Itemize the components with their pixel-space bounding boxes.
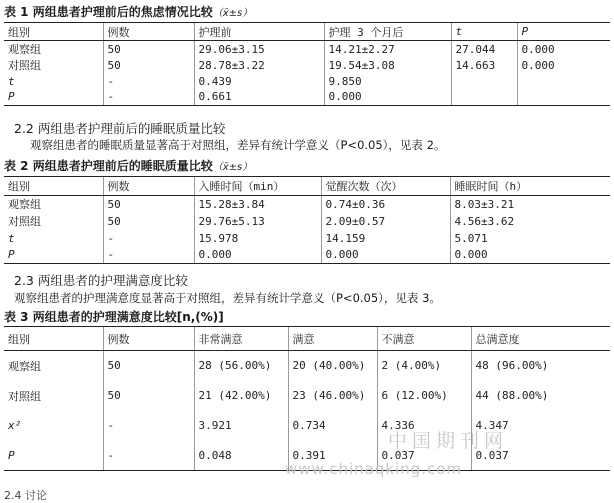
table-cell: P: [4, 247, 103, 264]
table-cell: 8.03±3.21: [450, 196, 610, 213]
table-cell: 19.54±3.08: [324, 57, 451, 73]
table-cell: 27.044: [451, 41, 517, 58]
table-cell: 0.000: [194, 247, 321, 264]
table-cell: 0.000: [321, 247, 450, 264]
table-cell: [517, 89, 610, 105]
table1: [4, 22, 610, 106]
table-cell: 29.76±5.13: [194, 213, 321, 230]
table-row: [4, 73, 610, 89]
table-cell: 15.28±3.84: [194, 196, 321, 213]
table-cell: 3.921: [194, 411, 288, 441]
table-cell: P: [4, 441, 103, 471]
table2-caption: [4, 157, 252, 174]
column-header: 组别: [4, 327, 103, 351]
table-cell: 0.000: [324, 89, 451, 105]
table-cell: 20 (40.00%): [288, 351, 377, 381]
column-header: 总满意度: [471, 327, 610, 351]
table-cell: -: [103, 441, 194, 471]
table-cell: [451, 89, 517, 105]
section-2-2-heading: 2.2 两组患者护理前后的睡眠质量比较: [14, 121, 226, 136]
table-cell: x²: [8, 419, 22, 432]
table-cell: P: [4, 89, 103, 105]
table-cell: 0.391: [288, 441, 377, 471]
table-cell: 观察组: [8, 43, 41, 56]
table-cell: 50: [103, 381, 194, 411]
table-cell: 4.56±3.62: [450, 213, 610, 230]
column-header: 例数: [103, 177, 194, 196]
table-cell: 0.037: [377, 441, 471, 471]
table-cell: 0.000: [517, 57, 610, 73]
table-cell: -: [103, 247, 194, 264]
table-cell: t: [8, 231, 15, 245]
table1-caption: [4, 3, 252, 20]
table-cell: 0.037: [471, 441, 610, 471]
table-cell: 6 (12.00%): [377, 381, 471, 411]
table-row: [4, 381, 610, 411]
table-row: [4, 411, 610, 441]
table-cell: 15.978: [194, 230, 321, 247]
column-header: 非常满意: [194, 327, 288, 351]
table2: [4, 176, 610, 264]
section-2-3-heading: 2.3 两组患者的护理满意度比较: [14, 273, 188, 288]
table-cell: 50: [103, 41, 194, 58]
column-header: 睡眠时间（h）: [450, 177, 610, 196]
column-header: t: [451, 23, 517, 41]
column-header: 满意: [288, 327, 377, 351]
column-header: 护理前: [194, 23, 324, 41]
table-cell: 44 (88.00%): [471, 381, 610, 411]
table3-caption: 表 3 两组患者的护理满意度比较[n,(%)]: [4, 310, 224, 324]
table-cell: t: [8, 74, 15, 88]
table-row: [4, 57, 610, 73]
table-row: [4, 213, 610, 230]
table-cell: 50: [103, 196, 194, 213]
table2-caption-stat: （x̄±s）: [212, 162, 253, 173]
table-cell: 14.21±2.27: [324, 41, 451, 58]
column-header: 觉醒次数（次）: [321, 177, 450, 196]
table-cell: 对照组: [8, 59, 41, 72]
table-cell: 观察组: [8, 198, 41, 212]
column-header: 例数: [103, 327, 194, 351]
header-row: [4, 327, 610, 351]
table-cell: 对照组: [8, 215, 41, 228]
table-cell: 2 (4.00%): [377, 351, 471, 381]
table-cell: 50: [103, 213, 194, 230]
header-row: [4, 177, 610, 196]
column-header: 例数: [103, 23, 194, 41]
table-cell: -: [103, 89, 194, 105]
table-cell: -: [103, 230, 194, 247]
section-2-2-text: 观察组患者的睡眠质量显著高于对照组，差异有统计学意义（P<0.05），见表 2。: [30, 138, 446, 152]
table-cell: 2.09±0.57: [321, 213, 450, 230]
table-row: [4, 196, 610, 213]
table-cell: 14.663: [451, 57, 517, 73]
table-cell: 0.661: [194, 89, 324, 105]
table1-caption-text: 表 1 两组患者护理前后的焦虑情况比较: [4, 5, 213, 19]
table-row: [4, 41, 610, 58]
table-cell: -: [103, 411, 194, 441]
table-cell: 0.000: [517, 41, 610, 58]
column-header: 组别: [4, 23, 103, 41]
column-header: 不满意: [377, 327, 471, 351]
table-cell: 0.74±0.36: [321, 196, 450, 213]
table-cell: 对照组: [8, 389, 41, 403]
table-cell: 0.734: [288, 411, 377, 441]
table1-caption-stat: （x̄±s）: [212, 8, 253, 19]
table-row: [4, 89, 610, 105]
column-header: 组别: [4, 177, 103, 196]
column-header: 护理 3 个月后: [324, 23, 451, 41]
table-cell: 29.06±3.15: [194, 41, 324, 58]
table-row: [4, 230, 610, 247]
table-cell: 9.850: [324, 73, 451, 89]
table-row: [4, 351, 610, 381]
table-cell: 0.048: [194, 441, 288, 471]
table-cell: 28 (56.00%): [194, 351, 288, 381]
column-header: P: [517, 23, 610, 41]
table-cell: 0.000: [450, 247, 610, 264]
table-cell: 48 (96.00%): [471, 351, 610, 381]
watermark-url: www.chinaqking.com: [285, 460, 463, 478]
table-cell: 14.159: [321, 230, 450, 247]
table-row: [4, 247, 610, 264]
table-cell: 50: [103, 351, 194, 381]
table-cell: 50: [103, 57, 194, 73]
table-cell: 21 (42.00%): [194, 381, 288, 411]
table2-caption-text: 表 2 两组患者护理前后的睡眠质量比较: [4, 159, 213, 173]
table-cell: 5.071: [450, 230, 610, 247]
table-cell: 0.439: [194, 73, 324, 89]
table-cell: 观察组: [8, 359, 41, 373]
header-row: [4, 23, 610, 41]
table-cell: 23 (46.00%): [288, 381, 377, 411]
table-cell: 28.78±3.22: [194, 57, 324, 73]
table-cell: -: [103, 73, 194, 89]
column-header: 入睡时间（min）: [194, 177, 321, 196]
section-2-3-text: 观察组患者的护理满意度显著高于对照组，差异有统计学意义（P<0.05），见表 3。: [14, 291, 441, 305]
table-cell: 4.336: [377, 411, 471, 441]
table3: [4, 326, 610, 471]
table-cell: [451, 73, 517, 89]
next-section-heading-clipped: 2.4 讨论: [4, 489, 47, 502]
table-cell: 4.347: [471, 411, 610, 441]
watermark-brand: 中国期刊网: [388, 430, 509, 452]
table-cell: [517, 73, 610, 89]
